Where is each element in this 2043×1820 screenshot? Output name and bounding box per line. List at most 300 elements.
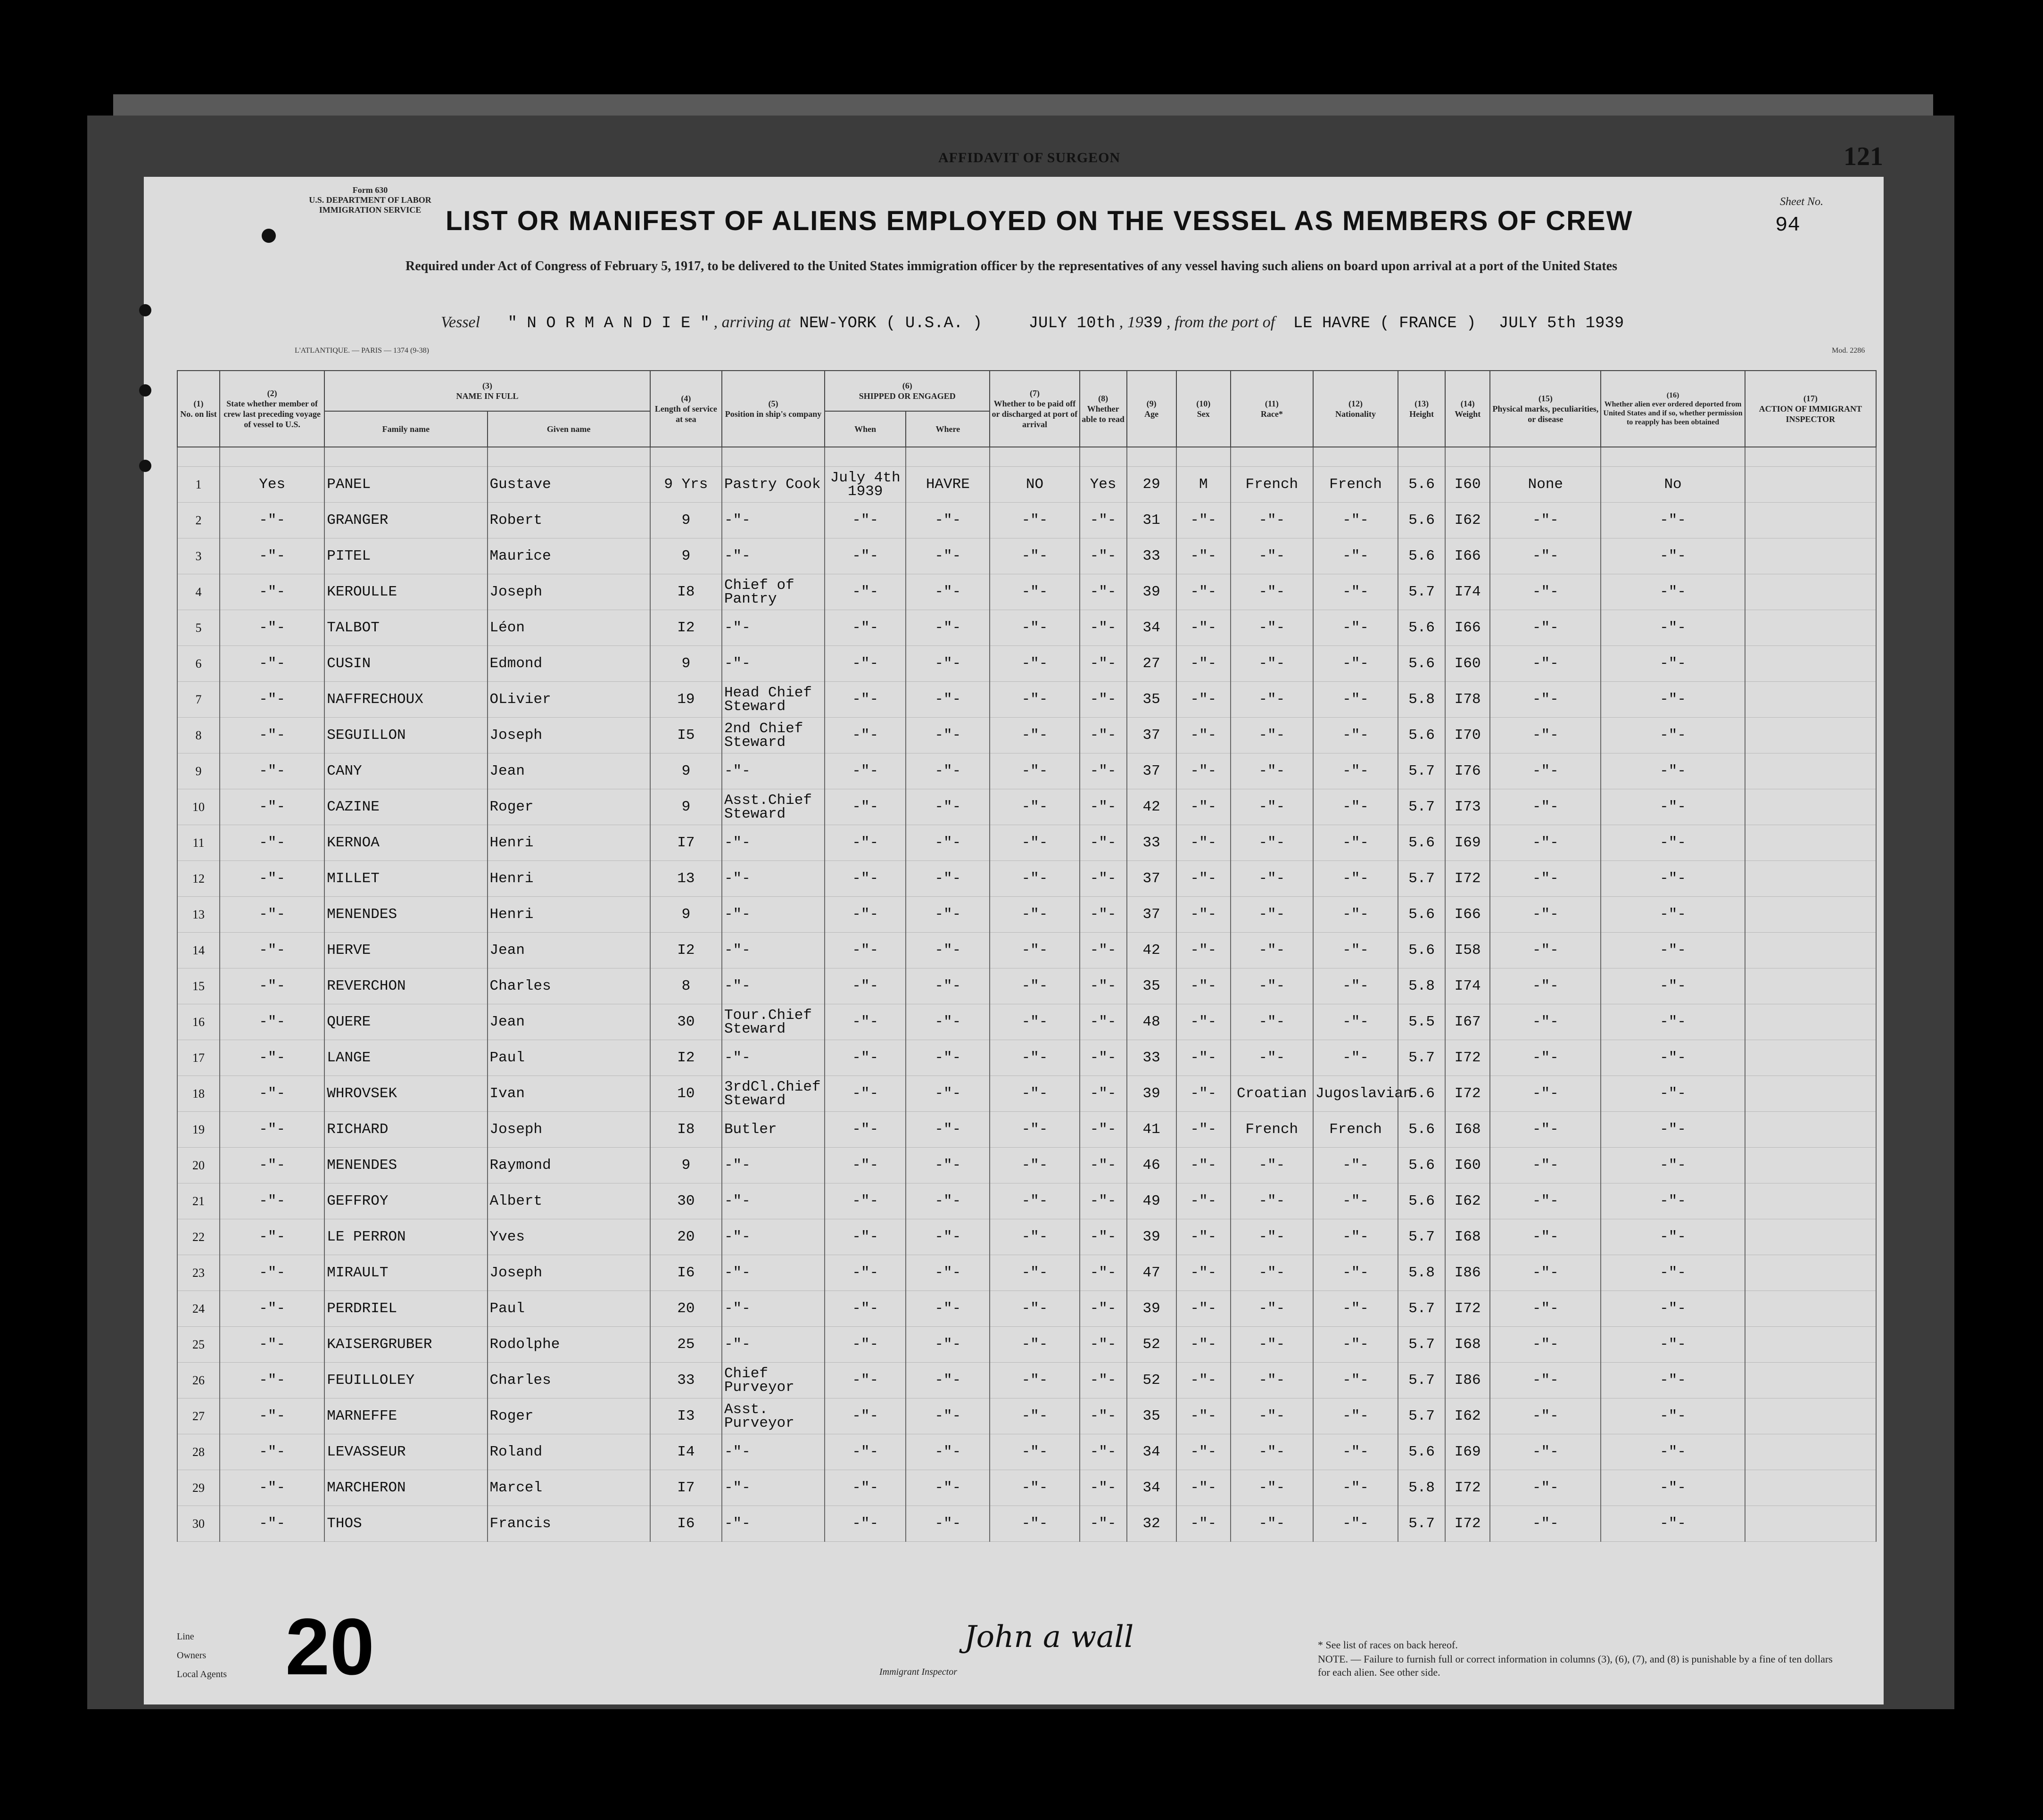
length-of-service-cell: 19 <box>650 682 722 718</box>
inspector-action-cell <box>1745 1291 1876 1327</box>
sex-cell: -"- <box>1176 1183 1231 1219</box>
shipped-when-cell: -"- <box>825 1327 906 1363</box>
row-number-cell: 9 <box>177 753 220 789</box>
physical-marks-cell: -"- <box>1490 1327 1601 1363</box>
col-previous-voyage-header: (2) State whether member of crew last preceding voyage of vessel to U.S. <box>220 371 324 447</box>
position-cell: -"- <box>722 933 825 968</box>
shipped-when-cell: -"- <box>825 646 906 682</box>
length-of-service-cell: I8 <box>650 1112 722 1148</box>
previous-voyage-cell: -"- <box>220 753 324 789</box>
sex-cell: -"- <box>1176 1076 1231 1112</box>
weight-cell: I72 <box>1445 1076 1490 1112</box>
given-name-cell: Gustave <box>488 467 650 503</box>
shipped-when-cell: -"- <box>825 1398 906 1434</box>
length-of-service-cell: I5 <box>650 718 722 753</box>
family-name-cell: KAISERGRUBER <box>324 1327 487 1363</box>
nationality-cell: -"- <box>1313 646 1398 682</box>
paid-off-cell: -"- <box>990 646 1079 682</box>
table-row <box>177 574 1876 610</box>
given-name-cell: Joseph <box>488 574 650 610</box>
age-cell: 48 <box>1127 1004 1176 1040</box>
height-cell: 5.7 <box>1398 1363 1445 1398</box>
sex-cell: -"- <box>1176 1112 1231 1148</box>
given-name-cell: Raymond <box>488 1148 650 1183</box>
inspector-action-cell <box>1745 1004 1876 1040</box>
row-number-cell: 30 <box>177 1506 220 1542</box>
position-cell: -"- <box>722 1327 825 1363</box>
paid-off-cell: -"- <box>990 933 1079 968</box>
physical-marks-cell: -"- <box>1490 1076 1601 1112</box>
paid-off-cell: -"- <box>990 1327 1079 1363</box>
table-row <box>177 1398 1876 1434</box>
inspector-action-cell <box>1745 1076 1876 1112</box>
col-weight-header: (14) Weight <box>1445 371 1490 447</box>
shipped-when-cell: -"- <box>825 1291 906 1327</box>
length-of-service-cell: I2 <box>650 1040 722 1076</box>
family-name-cell: MENENDES <box>324 897 487 933</box>
race-cell: -"- <box>1231 789 1313 825</box>
previous-voyage-cell: -"- <box>220 933 324 968</box>
table-row <box>177 1506 1876 1542</box>
able-to-read-cell: -"- <box>1080 1183 1127 1219</box>
physical-marks-cell: -"- <box>1490 1148 1601 1183</box>
deported-status-cell: -"- <box>1601 538 1745 574</box>
nationality-cell: -"- <box>1313 1327 1398 1363</box>
race-cell: -"- <box>1231 933 1313 968</box>
able-to-read-cell: -"- <box>1080 682 1127 718</box>
manifest-sheet <box>144 177 1884 1704</box>
previous-voyage-cell: -"- <box>220 968 324 1004</box>
physical-marks-cell: -"- <box>1490 897 1601 933</box>
previous-voyage-cell: -"- <box>220 825 324 861</box>
able-to-read-cell: -"- <box>1080 503 1127 538</box>
sex-cell: -"- <box>1176 574 1231 610</box>
col-name-header: (3) NAME IN FULL <box>324 371 650 411</box>
length-of-service-cell: 25 <box>650 1327 722 1363</box>
previous-voyage-cell: -"- <box>220 1363 324 1398</box>
row-number-cell: 25 <box>177 1327 220 1363</box>
height-cell: 5.8 <box>1398 1255 1445 1291</box>
age-cell: 37 <box>1127 753 1176 789</box>
previous-voyage-cell: -"- <box>220 861 324 897</box>
col-service-header: (4) Length of service at sea <box>650 371 722 447</box>
length-of-service-cell: I3 <box>650 1398 722 1434</box>
shipped-where-cell: -"- <box>906 610 990 646</box>
col-height-header: (13) Height <box>1398 371 1445 447</box>
race-cell: -"- <box>1231 574 1313 610</box>
deported-status-cell: -"- <box>1601 1112 1745 1148</box>
inspector-action-cell <box>1745 825 1876 861</box>
row-number-cell: 15 <box>177 968 220 1004</box>
nationality-cell: -"- <box>1313 1004 1398 1040</box>
row-number-cell: 18 <box>177 1076 220 1112</box>
given-name-cell: Roger <box>488 1398 650 1434</box>
family-name-cell: GRANGER <box>324 503 487 538</box>
race-cell: -"- <box>1231 1148 1313 1183</box>
length-of-service-cell: I7 <box>650 825 722 861</box>
table-row <box>177 933 1876 968</box>
shipped-where-cell: -"- <box>906 1470 990 1506</box>
age-cell: 37 <box>1127 718 1176 753</box>
table-row <box>177 897 1876 933</box>
table-row <box>177 467 1876 503</box>
sex-cell: -"- <box>1176 897 1231 933</box>
given-name-cell: Henri <box>488 861 650 897</box>
weight-cell: I66 <box>1445 897 1490 933</box>
position-cell: 3rdCl.Chief Steward <box>722 1076 825 1112</box>
sex-cell: -"- <box>1176 968 1231 1004</box>
length-of-service-cell: I6 <box>650 1255 722 1291</box>
able-to-read-cell: Yes <box>1080 467 1127 503</box>
given-name-cell: Ivan <box>488 1076 650 1112</box>
sex-cell: -"- <box>1176 1004 1231 1040</box>
weight-cell: I72 <box>1445 861 1490 897</box>
paid-off-cell: -"- <box>990 682 1079 718</box>
sex-cell: -"- <box>1176 789 1231 825</box>
race-cell: -"- <box>1231 753 1313 789</box>
arriving-port: NEW-YORK ( U.S.A. ) <box>799 314 983 332</box>
year: 39 <box>1143 314 1163 332</box>
sex-cell: -"- <box>1176 646 1231 682</box>
length-of-service-cell: 9 <box>650 789 722 825</box>
race-cell: -"- <box>1231 538 1313 574</box>
physical-marks-cell: -"- <box>1490 1363 1601 1398</box>
physical-marks-cell: -"- <box>1490 538 1601 574</box>
nationality-cell: -"- <box>1313 1434 1398 1470</box>
able-to-read-cell: -"- <box>1080 1255 1127 1291</box>
table-row <box>177 861 1876 897</box>
col-age-header: (9) Age <box>1127 371 1176 447</box>
weight-cell: I66 <box>1445 610 1490 646</box>
paid-off-cell: -"- <box>990 1183 1079 1219</box>
nationality-cell: -"- <box>1313 718 1398 753</box>
nationality-cell: French <box>1313 467 1398 503</box>
weight-cell: I86 <box>1445 1363 1490 1398</box>
row-number-cell: 12 <box>177 861 220 897</box>
row-number-cell: 10 <box>177 789 220 825</box>
given-name-cell: Maurice <box>488 538 650 574</box>
height-cell: 5.6 <box>1398 1434 1445 1470</box>
sex-cell: -"- <box>1176 682 1231 718</box>
paid-off-cell: -"- <box>990 968 1079 1004</box>
able-to-read-cell: -"- <box>1080 1434 1127 1470</box>
mod-number: Mod. 2286 <box>1832 347 1865 355</box>
given-name-cell: Roger <box>488 789 650 825</box>
shipped-when-cell: -"- <box>825 1506 906 1542</box>
sheet-number: 94 <box>1775 214 1800 237</box>
height-cell: 5.7 <box>1398 1327 1445 1363</box>
able-to-read-cell: -"- <box>1080 897 1127 933</box>
position-cell: Pastry Cook <box>722 467 825 503</box>
family-name-cell: LEVASSEUR <box>324 1434 487 1470</box>
age-cell: 35 <box>1127 968 1176 1004</box>
weight-cell: I60 <box>1445 1148 1490 1183</box>
col-read-header: (8) Whether able to read <box>1080 371 1127 447</box>
previous-voyage-cell: -"- <box>220 789 324 825</box>
inspector-action-cell <box>1745 1183 1876 1219</box>
family-name-cell: MIRAULT <box>324 1255 487 1291</box>
race-cell: -"- <box>1231 825 1313 861</box>
race-cell: French <box>1231 1112 1313 1148</box>
race-cell: -"- <box>1231 968 1313 1004</box>
length-of-service-cell: 8 <box>650 968 722 1004</box>
age-cell: 34 <box>1127 1470 1176 1506</box>
sex-cell: -"- <box>1176 1040 1231 1076</box>
given-name-cell: Joseph <box>488 718 650 753</box>
nationality-cell: French <box>1313 1112 1398 1148</box>
header-row <box>177 371 1876 411</box>
weight-cell: I73 <box>1445 789 1490 825</box>
previous-voyage-cell: -"- <box>220 1255 324 1291</box>
weight-cell: I68 <box>1445 1327 1490 1363</box>
nationality-cell: -"- <box>1313 1219 1398 1255</box>
form-identifier: Form 630 U.S. DEPARTMENT OF LABOR IMMIGRATION SERVICE <box>309 185 431 215</box>
age-cell: 33 <box>1127 1040 1176 1076</box>
position-cell: -"- <box>722 1255 825 1291</box>
manifest-body <box>177 447 1876 1542</box>
row-number-cell: 7 <box>177 682 220 718</box>
shipped-when-cell: -"- <box>825 1470 906 1506</box>
given-name-cell: Paul <box>488 1040 650 1076</box>
previous-voyage-cell: -"- <box>220 1434 324 1470</box>
deported-status-cell: -"- <box>1601 718 1745 753</box>
race-note: * See list of races on back hereof. <box>1318 1639 1458 1651</box>
able-to-read-cell: -"- <box>1080 753 1127 789</box>
sex-cell: -"- <box>1176 1363 1231 1398</box>
weight-cell: I67 <box>1445 1004 1490 1040</box>
position-cell: -"- <box>722 1291 825 1327</box>
height-cell: 5.6 <box>1398 933 1445 968</box>
position-cell: -"- <box>722 1434 825 1470</box>
given-name-cell: Albert <box>488 1183 650 1219</box>
row-number-cell: 24 <box>177 1291 220 1327</box>
row-number-cell: 21 <box>177 1183 220 1219</box>
family-name-cell: NAFFRECHOUX <box>324 682 487 718</box>
family-name-cell: QUERE <box>324 1004 487 1040</box>
sheet-label: Sheet No. <box>1780 196 1823 208</box>
given-name-cell: Henri <box>488 897 650 933</box>
shipped-where-cell: -"- <box>906 538 990 574</box>
length-of-service-cell: 20 <box>650 1291 722 1327</box>
paid-off-cell: -"- <box>990 1506 1079 1542</box>
able-to-read-cell: -"- <box>1080 1112 1127 1148</box>
row-number-cell: 11 <box>177 825 220 861</box>
shipped-when-cell: -"- <box>825 1183 906 1219</box>
age-cell: 42 <box>1127 933 1176 968</box>
able-to-read-cell: -"- <box>1080 1040 1127 1076</box>
table-row <box>177 968 1876 1004</box>
inspector-action-cell <box>1745 718 1876 753</box>
previous-voyage-cell: -"- <box>220 503 324 538</box>
physical-marks-cell: -"- <box>1490 1506 1601 1542</box>
col-marks-header: (15) Physical marks, peculiarities, or disease <box>1490 371 1601 447</box>
physical-marks-cell: -"- <box>1490 753 1601 789</box>
nationality-cell: -"- <box>1313 1363 1398 1398</box>
length-of-service-cell: 20 <box>650 1219 722 1255</box>
deported-status-cell: -"- <box>1601 933 1745 968</box>
paid-off-cell: NO <box>990 467 1079 503</box>
length-of-service-cell: 9 <box>650 1148 722 1183</box>
shipped-where-cell: -"- <box>906 968 990 1004</box>
line-label: Line <box>177 1631 194 1642</box>
physical-marks-cell: None <box>1490 467 1601 503</box>
sex-cell: -"- <box>1176 610 1231 646</box>
length-of-service-cell: I6 <box>650 1506 722 1542</box>
position-cell: Chief Purveyor <box>722 1363 825 1398</box>
table-row <box>177 1363 1876 1398</box>
race-cell: -"- <box>1231 1434 1313 1470</box>
race-cell: -"- <box>1231 1040 1313 1076</box>
previous-voyage-cell: -"- <box>220 1148 324 1183</box>
table-row <box>177 1327 1876 1363</box>
height-cell: 5.7 <box>1398 861 1445 897</box>
shipped-where-cell: -"- <box>906 933 990 968</box>
deported-status-cell: -"- <box>1601 1506 1745 1542</box>
table-row <box>177 718 1876 753</box>
previous-voyage-cell: -"- <box>220 1506 324 1542</box>
row-number-cell: 27 <box>177 1398 220 1434</box>
family-name-cell: HERVE <box>324 933 487 968</box>
shipped-where-cell: -"- <box>906 789 990 825</box>
weight-cell: I68 <box>1445 1219 1490 1255</box>
age-cell: 37 <box>1127 861 1176 897</box>
able-to-read-cell: -"- <box>1080 861 1127 897</box>
family-name-cell: WHROVSEK <box>324 1076 487 1112</box>
shipped-when-cell: -"- <box>825 789 906 825</box>
given-name-cell: Francis <box>488 1506 650 1542</box>
physical-marks-cell: -"- <box>1490 825 1601 861</box>
deported-status-cell: -"- <box>1601 1291 1745 1327</box>
nationality-cell: Jugoslavian <box>1313 1076 1398 1112</box>
shipped-when-cell: -"- <box>825 968 906 1004</box>
binder-hole <box>139 384 151 397</box>
weight-cell: I69 <box>1445 1434 1490 1470</box>
year-prefix: , 19 <box>1119 314 1143 331</box>
physical-marks-cell: -"- <box>1490 1434 1601 1470</box>
height-cell: 5.7 <box>1398 1291 1445 1327</box>
age-cell: 39 <box>1127 1076 1176 1112</box>
weight-cell: I62 <box>1445 1183 1490 1219</box>
row-number-cell: 6 <box>177 646 220 682</box>
age-cell: 32 <box>1127 1506 1176 1542</box>
inspector-signature: John a wall <box>964 1620 1134 1655</box>
nationality-cell: -"- <box>1313 503 1398 538</box>
shipped-when-cell: -"- <box>825 897 906 933</box>
nationality-cell: -"- <box>1313 1148 1398 1183</box>
inspector-action-cell <box>1745 1506 1876 1542</box>
previous-voyage-cell: -"- <box>220 1327 324 1363</box>
family-name-cell: THOS <box>324 1506 487 1542</box>
deported-status-cell: -"- <box>1601 1004 1745 1040</box>
table-row <box>177 789 1876 825</box>
position-cell: -"- <box>722 897 825 933</box>
previous-voyage-cell: -"- <box>220 1004 324 1040</box>
row-number-cell: 26 <box>177 1363 220 1398</box>
race-cell: -"- <box>1231 1327 1313 1363</box>
shipped-when-cell: July 4th 1939 <box>825 467 906 503</box>
deported-status-cell: -"- <box>1601 861 1745 897</box>
weight-cell: I62 <box>1445 503 1490 538</box>
binder-hole <box>262 229 276 243</box>
length-of-service-cell: 13 <box>650 861 722 897</box>
previous-voyage-cell: -"- <box>220 538 324 574</box>
sex-cell: -"- <box>1176 538 1231 574</box>
race-cell: -"- <box>1231 1363 1313 1398</box>
table-row <box>177 503 1876 538</box>
weight-cell: I70 <box>1445 718 1490 753</box>
age-cell: 34 <box>1127 1434 1176 1470</box>
position-cell: Chief of Pantry <box>722 574 825 610</box>
paid-off-cell: -"- <box>990 1148 1079 1183</box>
nationality-cell: -"- <box>1313 897 1398 933</box>
length-of-service-cell: I7 <box>650 1470 722 1506</box>
height-cell: 5.6 <box>1398 1183 1445 1219</box>
able-to-read-cell: -"- <box>1080 1004 1127 1040</box>
race-cell: -"- <box>1231 897 1313 933</box>
age-cell: 37 <box>1127 897 1176 933</box>
length-of-service-cell: I2 <box>650 933 722 968</box>
deported-status-cell: -"- <box>1601 789 1745 825</box>
position-cell: -"- <box>722 1183 825 1219</box>
vessel-line <box>441 314 1624 332</box>
shipped-when-cell: -"- <box>825 1148 906 1183</box>
previous-voyage-cell: -"- <box>220 1183 324 1219</box>
age-cell: 33 <box>1127 538 1176 574</box>
spacer-row <box>177 447 1876 467</box>
length-of-service-cell: 9 <box>650 753 722 789</box>
weight-cell: I60 <box>1445 467 1490 503</box>
weight-cell: I72 <box>1445 1291 1490 1327</box>
col-given-name-header: Given name <box>488 411 650 447</box>
binder-hole <box>139 304 151 316</box>
sex-cell: -"- <box>1176 1398 1231 1434</box>
previous-voyage-cell: -"- <box>220 1112 324 1148</box>
age-cell: 34 <box>1127 610 1176 646</box>
length-of-service-cell: I2 <box>650 610 722 646</box>
shipped-when-cell: -"- <box>825 825 906 861</box>
height-cell: 5.8 <box>1398 968 1445 1004</box>
physical-marks-cell: -"- <box>1490 1040 1601 1076</box>
paid-off-cell: -"- <box>990 610 1079 646</box>
given-name-cell: Paul <box>488 1291 650 1327</box>
weight-cell: I68 <box>1445 1112 1490 1148</box>
from-label: , from the port of <box>1166 314 1275 331</box>
position-cell: -"- <box>722 1148 825 1183</box>
deported-status-cell: -"- <box>1601 897 1745 933</box>
shipped-where-cell: -"- <box>906 1148 990 1183</box>
shipped-where-cell: -"- <box>906 1434 990 1470</box>
inspector-label: Immigrant Inspector <box>879 1667 957 1677</box>
binder-hole <box>139 460 151 472</box>
age-cell: 52 <box>1127 1363 1176 1398</box>
shipped-where-cell: -"- <box>906 861 990 897</box>
age-cell: 49 <box>1127 1183 1176 1219</box>
given-name-cell: Edmond <box>488 646 650 682</box>
inspector-action-cell <box>1745 1434 1876 1470</box>
position-cell: -"- <box>722 1040 825 1076</box>
inspector-action-cell <box>1745 538 1876 574</box>
deported-status-cell: No <box>1601 467 1745 503</box>
shipped-when-cell: -"- <box>825 1040 906 1076</box>
age-cell: 39 <box>1127 1291 1176 1327</box>
race-cell: -"- <box>1231 682 1313 718</box>
paid-off-cell: -"- <box>990 1040 1079 1076</box>
given-name-cell: Jean <box>488 933 650 968</box>
shipped-when-cell: -"- <box>825 933 906 968</box>
height-cell: 5.6 <box>1398 1148 1445 1183</box>
shipped-where-cell: -"- <box>906 1327 990 1363</box>
given-name-cell: Charles <box>488 1363 650 1398</box>
